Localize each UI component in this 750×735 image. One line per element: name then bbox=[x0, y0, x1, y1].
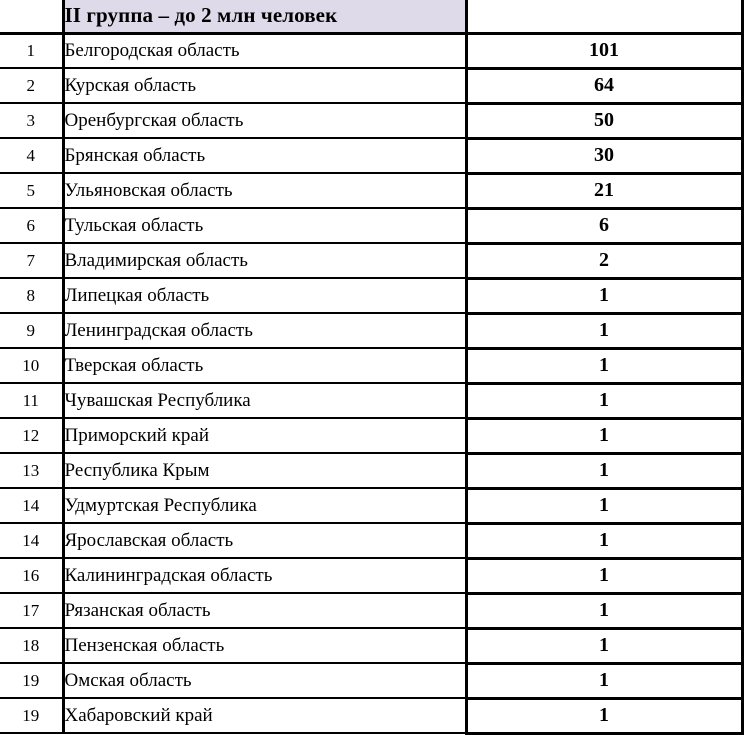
region-name: Омская область bbox=[63, 663, 466, 698]
table-row bbox=[0, 698, 742, 733]
row-number: 9 bbox=[0, 313, 63, 348]
row-number: 14 bbox=[0, 523, 63, 558]
row-number: 19 bbox=[0, 698, 63, 733]
row-number: 7 bbox=[0, 243, 63, 278]
region-name: Чувашская Республика bbox=[63, 383, 466, 418]
region-name: Ленинградская область bbox=[63, 313, 466, 348]
table-row bbox=[0, 243, 742, 278]
table-row bbox=[0, 33, 742, 68]
region-name: Удмуртская Республика bbox=[63, 488, 466, 523]
region-value: 1 bbox=[466, 593, 742, 628]
region-value: 1 bbox=[466, 523, 742, 558]
region-name: Белгородская область bbox=[63, 33, 466, 68]
table-row bbox=[0, 138, 742, 173]
region-name: Тульская область bbox=[63, 208, 466, 243]
region-name: Курская область bbox=[63, 68, 466, 103]
table-row bbox=[0, 663, 742, 698]
table-header-row bbox=[0, 0, 742, 33]
region-value: 1 bbox=[466, 488, 742, 523]
region-name: Рязанская область bbox=[63, 593, 466, 628]
table-row bbox=[0, 173, 742, 208]
region-value: 50 bbox=[466, 103, 742, 138]
row-number: 18 bbox=[0, 628, 63, 663]
region-value: 1 bbox=[466, 278, 742, 313]
row-number: 4 bbox=[0, 138, 63, 173]
region-value: 101 bbox=[466, 33, 742, 68]
row-number: 12 bbox=[0, 418, 63, 453]
group-title-header: II группа – до 2 млн человек bbox=[63, 0, 466, 33]
region-value: 1 bbox=[466, 558, 742, 593]
row-number: 17 bbox=[0, 593, 63, 628]
table-row bbox=[0, 488, 742, 523]
region-name: Ярославская область bbox=[63, 523, 466, 558]
table-row bbox=[0, 208, 742, 243]
region-value: 6 bbox=[466, 208, 742, 243]
table-row bbox=[0, 418, 742, 453]
region-name: Республика Крым bbox=[63, 453, 466, 488]
region-name: Пензенская область bbox=[63, 628, 466, 663]
region-name: Хабаровский край bbox=[63, 698, 466, 733]
row-number: 1 bbox=[0, 33, 63, 68]
table-row bbox=[0, 383, 742, 418]
region-name: Тверская область bbox=[63, 348, 466, 383]
row-number: 6 bbox=[0, 208, 63, 243]
region-value: 1 bbox=[466, 348, 742, 383]
row-number: 2 bbox=[0, 68, 63, 103]
table-row bbox=[0, 103, 742, 138]
row-number: 8 bbox=[0, 278, 63, 313]
region-name: Владимирская область bbox=[63, 243, 466, 278]
region-name: Приморский край bbox=[63, 418, 466, 453]
row-number: 19 bbox=[0, 663, 63, 698]
region-name: Брянская область bbox=[63, 138, 466, 173]
table-row bbox=[0, 558, 742, 593]
region-name: Оренбургская область bbox=[63, 103, 466, 138]
table-row bbox=[0, 593, 742, 628]
region-value: 1 bbox=[466, 453, 742, 488]
table-row bbox=[0, 348, 742, 383]
row-number: 14 bbox=[0, 488, 63, 523]
row-number: 11 bbox=[0, 383, 63, 418]
row-number: 3 bbox=[0, 103, 63, 138]
region-value: 2 bbox=[466, 243, 742, 278]
table-row bbox=[0, 68, 742, 103]
row-number: 10 bbox=[0, 348, 63, 383]
table-row bbox=[0, 278, 742, 313]
region-value: 1 bbox=[466, 628, 742, 663]
table-row bbox=[0, 313, 742, 348]
region-value: 1 bbox=[466, 418, 742, 453]
header-number-column bbox=[0, 0, 63, 33]
region-value: 1 bbox=[466, 383, 742, 418]
row-number: 13 bbox=[0, 453, 63, 488]
region-value: 1 bbox=[466, 663, 742, 698]
region-value: 1 bbox=[466, 313, 742, 348]
region-name: Калининградская область bbox=[63, 558, 466, 593]
region-value: 21 bbox=[466, 173, 742, 208]
region-name: Липецкая область bbox=[63, 278, 466, 313]
row-number: 5 bbox=[0, 173, 63, 208]
region-name: Ульяновская область bbox=[63, 173, 466, 208]
table-row bbox=[0, 628, 742, 663]
region-value: 30 bbox=[466, 138, 742, 173]
table-row bbox=[0, 453, 742, 488]
region-value: 64 bbox=[466, 68, 742, 103]
region-value: 1 bbox=[466, 698, 742, 733]
header-value-column bbox=[466, 0, 742, 33]
row-number: 16 bbox=[0, 558, 63, 593]
table-row bbox=[0, 523, 742, 558]
